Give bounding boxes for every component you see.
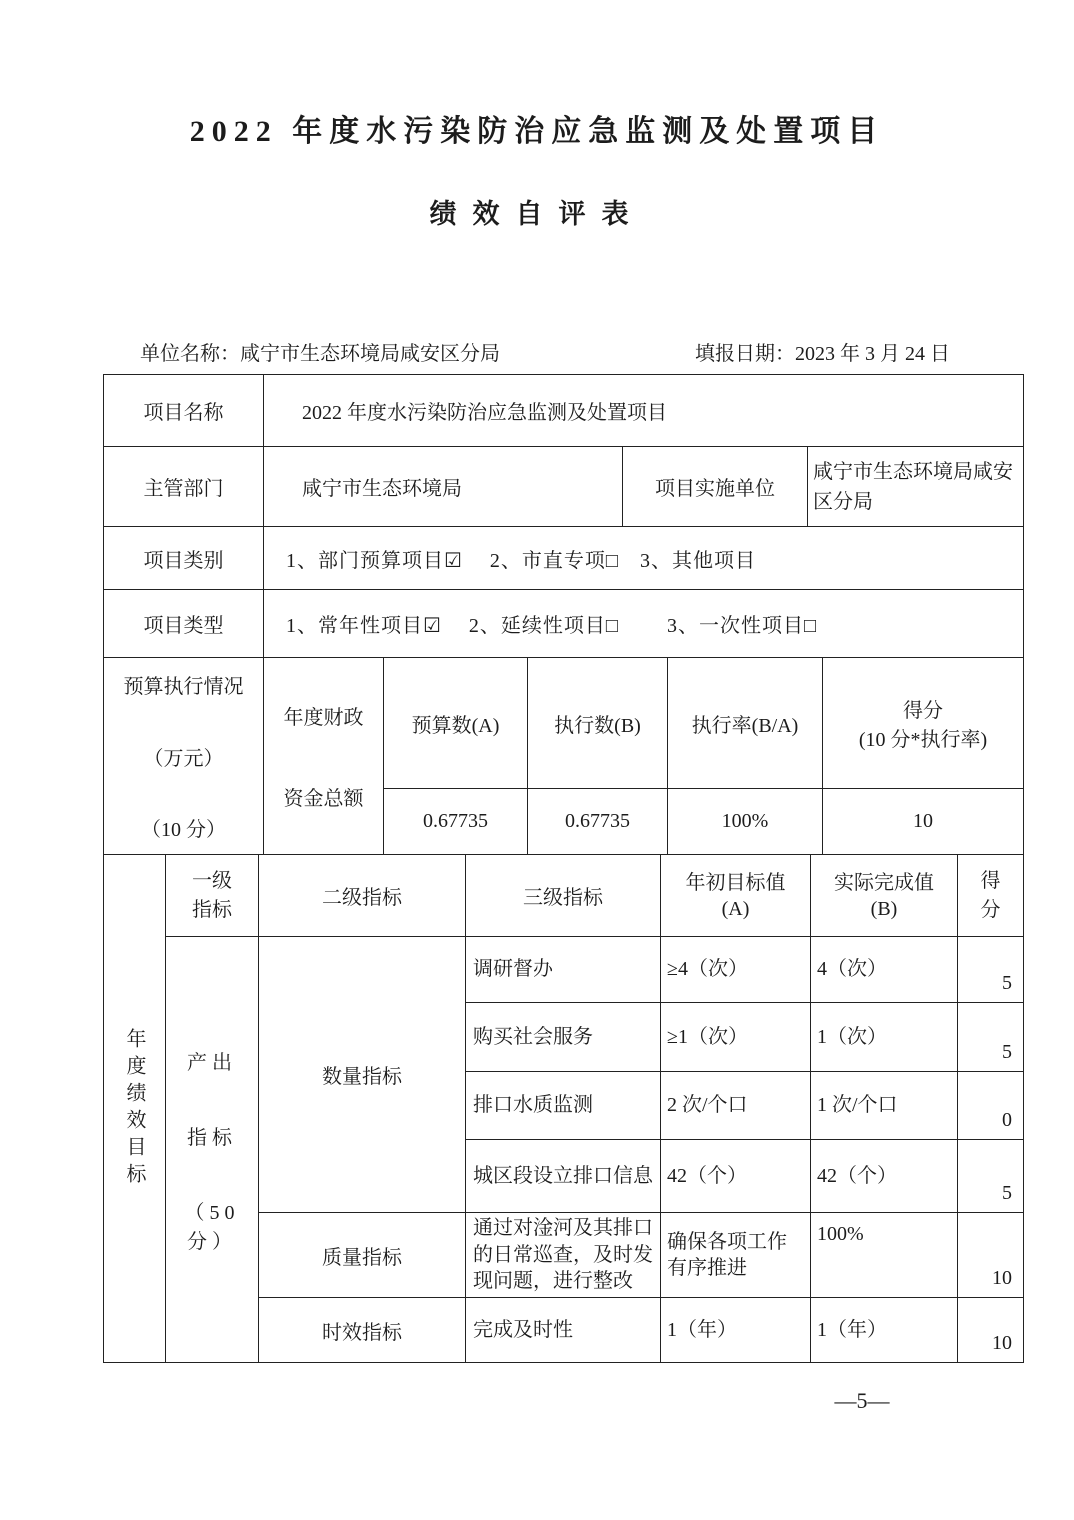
budget-col-a-header: 预算数(A) bbox=[384, 658, 528, 789]
table-row bbox=[104, 447, 1024, 527]
indicator-target: 2 次/个口 bbox=[661, 1072, 811, 1140]
document-subtitle: 绩效自评表 bbox=[429, 199, 645, 229]
table-row bbox=[104, 375, 1024, 447]
budget-value-score: 10 bbox=[823, 789, 1024, 855]
type-options: 1、常年性项目☑ 2、延续性项目□ 3、一次性项目□ bbox=[264, 590, 1024, 658]
output-indicator-cell bbox=[166, 937, 259, 1363]
indicator-score: 5 bbox=[958, 937, 1024, 1003]
score-header-line2: (10 分*执行率) bbox=[858, 729, 988, 751]
indicator-actual: 1 次/个口 bbox=[811, 1072, 958, 1140]
budget-value-b: 0.67735 bbox=[528, 789, 668, 855]
indicator-name: 完成及时性 bbox=[466, 1298, 661, 1363]
project-name-label: 项目名称 bbox=[104, 375, 264, 447]
report-date: 填报日期：2023 年 3 月 24 日 bbox=[695, 343, 950, 365]
indicator-actual: 1（次） bbox=[811, 1003, 958, 1072]
indicator-score: 5 bbox=[958, 1003, 1024, 1072]
indicator-actual: 42（个） bbox=[811, 1140, 958, 1213]
fund-label-line2: 资金总额 bbox=[283, 788, 364, 810]
budget-score-header bbox=[823, 658, 1024, 789]
indicator-score: 10 bbox=[958, 1298, 1024, 1363]
indicator-actual: 1（年） bbox=[811, 1298, 958, 1363]
indicator-name: 调研督办 bbox=[466, 937, 661, 1003]
actual-header: 实际完成值 (B) bbox=[811, 855, 958, 937]
level1-header: 一级指标 bbox=[166, 855, 259, 937]
indicator-score: 10 bbox=[958, 1213, 1024, 1298]
category-options: 1、部门预算项目☑ 2、市直专项□ 3、其他项目 bbox=[264, 527, 1024, 590]
time-indicator-cell: 时效指标 bbox=[259, 1298, 466, 1363]
target-header: 年初目标值 (A) bbox=[661, 855, 811, 937]
page-number: —5— bbox=[834, 1388, 890, 1413]
indicator-name: 通过对淦河及其排口的日常巡查，及时发现问题，进行整改 bbox=[466, 1213, 661, 1298]
budget-value-rate: 100% bbox=[668, 789, 823, 855]
indicator-score: 0 bbox=[958, 1072, 1024, 1140]
budget-table bbox=[103, 657, 1024, 855]
score-header: 得分 bbox=[958, 855, 1024, 937]
dept-value: 咸宁市生态环境局 bbox=[264, 447, 623, 527]
annual-fund-label bbox=[264, 658, 384, 855]
level1-line1: 产出 bbox=[187, 1051, 237, 1074]
indicator-actual: 100% bbox=[811, 1213, 958, 1298]
form-tables bbox=[103, 375, 1024, 1363]
indicator-score: 5 bbox=[958, 1140, 1024, 1213]
level2-header: 二级指标 bbox=[259, 855, 466, 937]
budget-col-b-header: 执行数(B) bbox=[528, 658, 668, 789]
impl-unit-value: 咸宁市生态环境局咸安区分局 bbox=[808, 447, 1024, 527]
meta-line bbox=[140, 337, 950, 366]
quantity-indicator-cell: 数量指标 bbox=[259, 937, 466, 1213]
indicator-target: ≥1（次） bbox=[661, 1003, 811, 1072]
indicator-name: 排口水质监测 bbox=[466, 1072, 661, 1140]
indicator-target: ≥4（次） bbox=[661, 937, 811, 1003]
dept-label: 主管部门 bbox=[104, 447, 264, 527]
budget-value-a: 0.67735 bbox=[384, 789, 528, 855]
indicators-header-row bbox=[104, 855, 1024, 937]
budget-label-line3: （10 分） bbox=[141, 819, 226, 841]
score-header-line1: 得分 bbox=[903, 700, 943, 722]
indicator-row bbox=[104, 937, 1024, 1003]
indicators-table bbox=[103, 854, 1024, 1363]
impl-unit-label: 项目实施单位 bbox=[623, 447, 808, 527]
fund-label-line1: 年度财政 bbox=[283, 707, 364, 729]
budget-section-label bbox=[104, 658, 264, 855]
level1-line2: 指标 bbox=[187, 1126, 237, 1149]
budget-col-rate-header: 执行率(B/A) bbox=[668, 658, 823, 789]
budget-label-line1: 预算执行情况 bbox=[123, 676, 244, 698]
unit-name: 单位名称：咸宁市生态环境局咸安区分局 bbox=[140, 343, 500, 365]
table-row bbox=[104, 590, 1024, 658]
level3-header: 三级指标 bbox=[466, 855, 661, 937]
level1-line3: （50 分） bbox=[184, 1201, 240, 1253]
indicator-target: 42（个） bbox=[661, 1140, 811, 1213]
quality-indicator-cell: 质量指标 bbox=[259, 1213, 466, 1298]
indicator-name: 购买社会服务 bbox=[466, 1003, 661, 1072]
indicator-name: 城区段设立排口信息 bbox=[466, 1140, 661, 1213]
table-row bbox=[104, 658, 1024, 789]
project-name-table bbox=[103, 374, 1024, 447]
document-title: 2022 年度水污染防治应急监测及处置项目 bbox=[189, 115, 885, 148]
indicator-actual: 4（次） bbox=[811, 937, 958, 1003]
table-row bbox=[104, 527, 1024, 590]
category-label: 项目类别 bbox=[104, 527, 264, 590]
category-type-table bbox=[103, 526, 1024, 658]
indicator-target: 确保各项工作有序推进 bbox=[661, 1213, 811, 1298]
annual-performance-side-label: 年度绩效目标 bbox=[104, 855, 166, 1363]
type-label: 项目类型 bbox=[104, 590, 264, 658]
budget-label-line2: （万元） bbox=[143, 747, 224, 770]
project-name-value: 2022 年度水污染防治应急监测及处置项目 bbox=[264, 375, 1024, 447]
indicator-target: 1（年） bbox=[661, 1298, 811, 1363]
department-table bbox=[103, 446, 1024, 527]
